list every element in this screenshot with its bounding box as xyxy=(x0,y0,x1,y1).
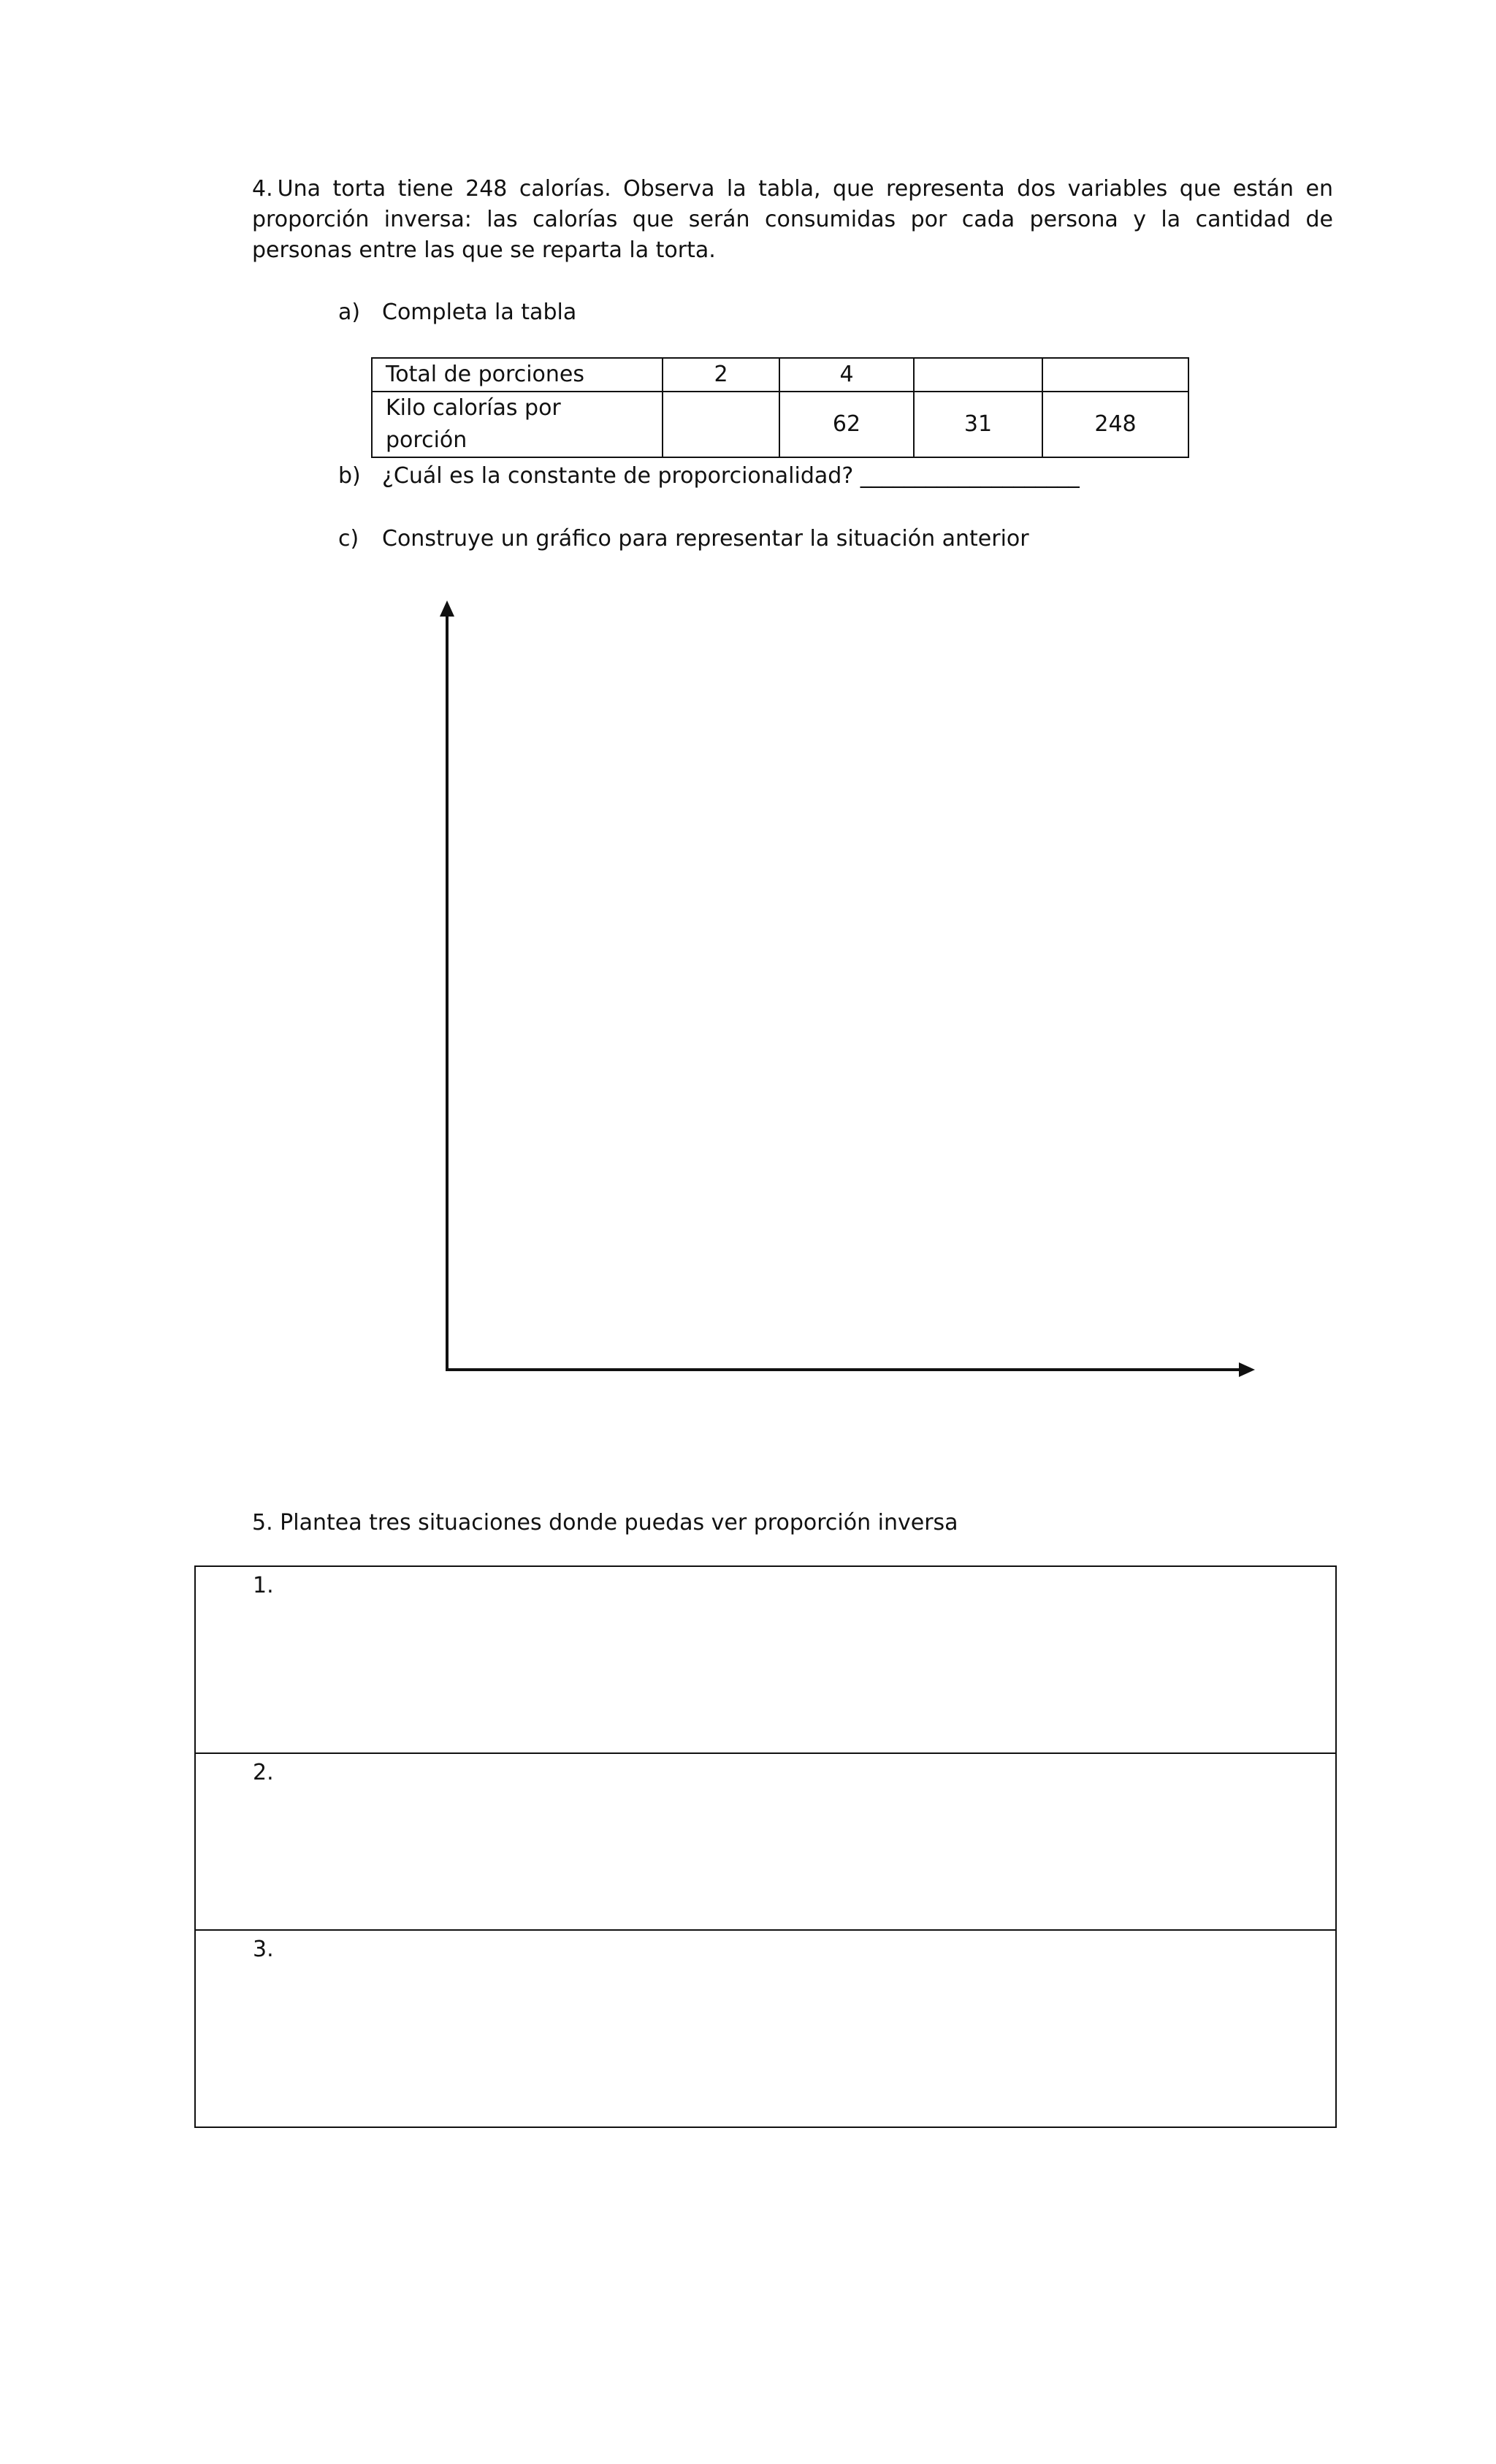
y-axis-arrow xyxy=(440,600,454,617)
answer-row[interactable] xyxy=(196,1931,1335,2127)
table-row-header: Total de porciones xyxy=(372,358,663,392)
table-cell[interactable]: 31 xyxy=(914,392,1042,457)
question-4-text: Una torta tiene 248 calorías. Observa la tabla, que representa dos variables que están en proporción inversa: las calorías que serán consumidas por cada persona y la cantidad de personas entre las que se reparta la torta. xyxy=(252,176,1333,263)
answer-row[interactable] xyxy=(196,1567,1335,1754)
item-a-text: Completa la tabla xyxy=(382,300,577,325)
table-cell[interactable]: 248 xyxy=(1042,392,1188,457)
table-cell[interactable]: 2 xyxy=(663,358,779,392)
item-b-text: ¿Cuál es la constante de proporcionalidad? ____________________ xyxy=(382,463,1080,489)
answer-row-number: 3. xyxy=(253,1937,274,1962)
question-4-number: 4. xyxy=(252,176,273,202)
answer-row-number: 1. xyxy=(253,1573,274,1598)
table-cell[interactable]: 4 xyxy=(779,358,914,392)
x-axis-arrow xyxy=(1239,1362,1255,1377)
item-c-text: Construye un gráfico para representar la situación anterior xyxy=(382,526,1029,552)
answer-box xyxy=(194,1565,1337,2128)
item-c-label: c) xyxy=(338,526,359,552)
answer-row[interactable] xyxy=(196,1754,1335,1931)
table-cell[interactable]: 62 xyxy=(779,392,914,457)
table-row-header: Kilo calorías por porción xyxy=(372,392,663,457)
question-5-text: 5. Plantea tres situaciones donde puedas ver proporción inversa xyxy=(252,1510,958,1536)
answer-row-number: 2. xyxy=(253,1760,274,1785)
item-b-label: b) xyxy=(338,463,361,489)
question-5 xyxy=(252,1508,958,1538)
item-a-label: a) xyxy=(338,300,361,325)
